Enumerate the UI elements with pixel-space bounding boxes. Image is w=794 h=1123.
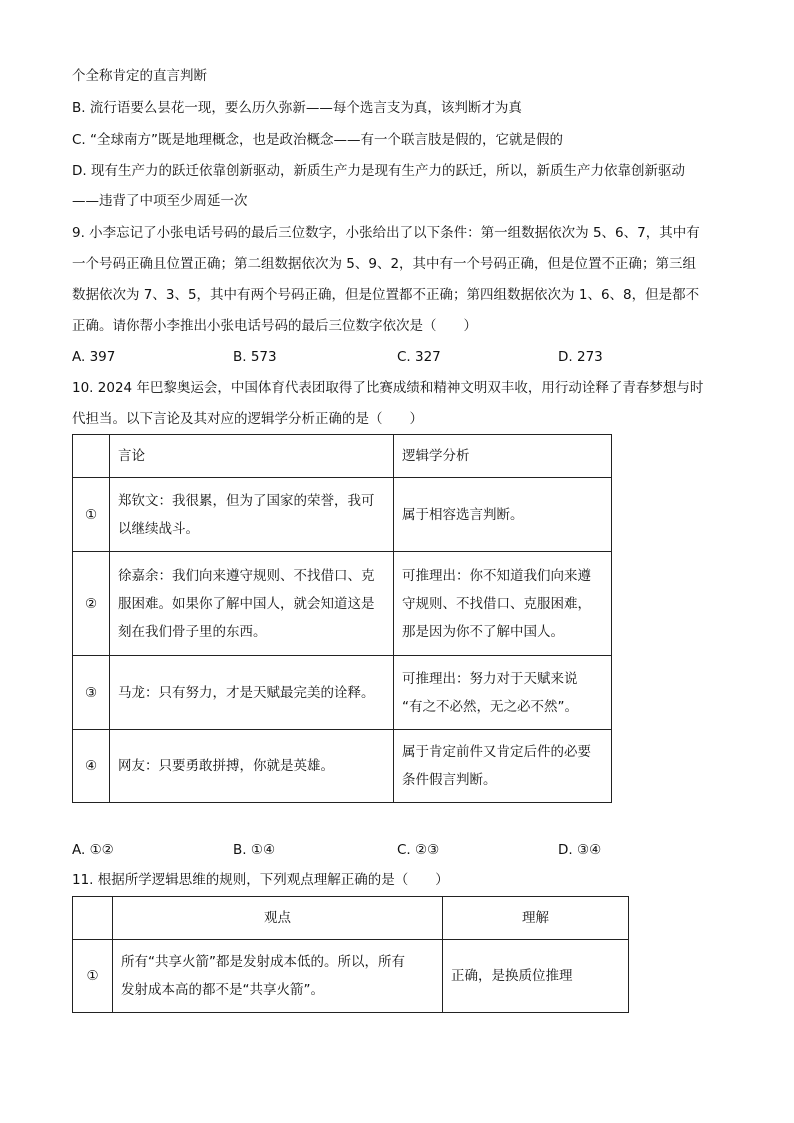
q9-line-3: 数据依次为 7、3、5，其中有两个号码正确，但是位置都不正确；第四组数据依次为 1、6、8，但是都不	[72, 287, 700, 303]
analysis-cell	[394, 656, 612, 730]
analysis-line: 那是因为你不了解中国人。	[402, 623, 564, 640]
q9-option-b: B. 573	[233, 349, 277, 365]
option-d-continued: ——违背了中项至少周延一次	[72, 193, 248, 209]
header-cell-empty	[73, 435, 110, 478]
row-number: ①	[73, 478, 110, 552]
speech-line: 郑钦文：我很累，但为了国家的荣誉，我可	[118, 492, 375, 509]
speech-line: 刻在我们骨子里的东西。	[118, 623, 267, 640]
table-row	[73, 656, 612, 730]
q9-line-1: 9. 小李忘记了小张电话号码的最后三位数字，小张给出了以下条件：第一组数据依次为 5、6、7，其中有	[72, 225, 700, 241]
row-number: ④	[73, 730, 110, 803]
speech-line: 网友：只要勇敢拼搏，你就是英雄。	[118, 758, 334, 774]
q9-line-2: 一个号码正确且位置正确；第二组数据依次为 5、9、2，其中有一个号码正确，但是位置不正确；第三组	[72, 256, 697, 272]
speech-line: 马龙：只有努力，才是天赋最完美的诠释。	[118, 684, 375, 701]
text-line: 个全称肯定的直言判断	[72, 68, 207, 84]
q10-option-a: A. ①②	[72, 842, 114, 858]
q11-line-1: 11. 根据所学逻辑思维的规则，下列观点理解正确的是（ ）	[72, 872, 449, 888]
q10-table	[72, 434, 612, 803]
view-cell	[113, 940, 443, 1013]
speech-line: 以继续战斗。	[118, 520, 199, 537]
analysis-line: 属于肯定前件又肯定后件的必要	[402, 744, 591, 760]
q9-option-d: D. 273	[558, 349, 603, 365]
q11-table	[72, 896, 629, 1013]
analysis-line: “有之不必然，无之必不然”。	[402, 698, 578, 715]
option-d-line: D. 现有生产力的跃迁依靠创新驱动，新质生产力是现有生产力的跃迁，所以，新质生产力依靠创新驱动	[72, 163, 685, 179]
table-row	[73, 730, 612, 803]
analysis-line: 可推理出：努力对于天赋来说	[402, 670, 578, 687]
analysis-cell	[394, 552, 612, 656]
speech-line: 徐嘉余：我们向来遵守规则、不找借口、克	[118, 567, 375, 584]
table-row	[73, 552, 612, 656]
q10-option-c: C. ②③	[397, 842, 440, 858]
q9-option-c: C. 327	[397, 349, 441, 365]
row-number: ①	[73, 940, 113, 1013]
option-c-line: C. “全球南方”既是地理概念，也是政治概念——有一个联言肢是假的，它就是假的	[72, 132, 563, 148]
analysis-line: 守规则、不找借口、克服困难，	[402, 595, 591, 612]
table-row	[73, 478, 612, 552]
speech-cell	[110, 656, 394, 730]
q10-option-b: B. ①④	[233, 842, 276, 858]
header-cell-empty	[73, 897, 113, 940]
q9-line-4: 正确。请你帮小李推出小张电话号码的最后三位数字依次是（ ）	[72, 318, 477, 334]
q10-line-1: 10. 2024 年巴黎奥运会，中国体育代表团取得了比赛成绩和精神文明双丰收，用行动诠释了青春梦想与时	[72, 380, 704, 396]
view-line: 发射成本高的都不是“共享火箭”。	[121, 982, 324, 998]
speech-cell	[110, 552, 394, 656]
header-cell-view: 观点	[113, 897, 443, 940]
option-b-line: B. 流行语要么昙花一现，要么历久弥新——每个选言支为真，该判断才为真	[72, 100, 522, 116]
analysis-cell	[394, 478, 612, 552]
analysis-line: 可推理出：你不知道我们向来遵	[402, 567, 591, 584]
analysis-line: 条件假言判断。	[402, 772, 497, 788]
view-line: 所有“共享火箭”都是发射成本低的。所以，所有	[121, 954, 405, 970]
q10-option-d: D. ③④	[558, 842, 602, 858]
header-cell-analysis: 逻辑学分析	[394, 435, 612, 478]
table-row	[73, 940, 629, 1013]
q9-option-a: A. 397	[72, 349, 116, 365]
row-number: ②	[73, 552, 110, 656]
row-number: ③	[73, 656, 110, 730]
header-cell-understanding: 理解	[443, 897, 629, 940]
table-header-row	[73, 897, 629, 940]
table-header-row	[73, 435, 612, 478]
speech-cell	[110, 478, 394, 552]
analysis-cell	[394, 730, 612, 803]
analysis-line: 属于相容选言判断。	[402, 506, 524, 523]
speech-line: 服困难。如果你了解中国人，就会知道这是	[118, 595, 375, 612]
speech-cell	[110, 730, 394, 803]
understanding-line: 正确，是换质位推理	[451, 968, 573, 984]
understanding-cell	[443, 940, 629, 1013]
q10-line-2: 代担当。以下言论及其对应的逻辑学分析正确的是（ ）	[72, 411, 423, 427]
header-cell-speech: 言论	[110, 435, 394, 478]
